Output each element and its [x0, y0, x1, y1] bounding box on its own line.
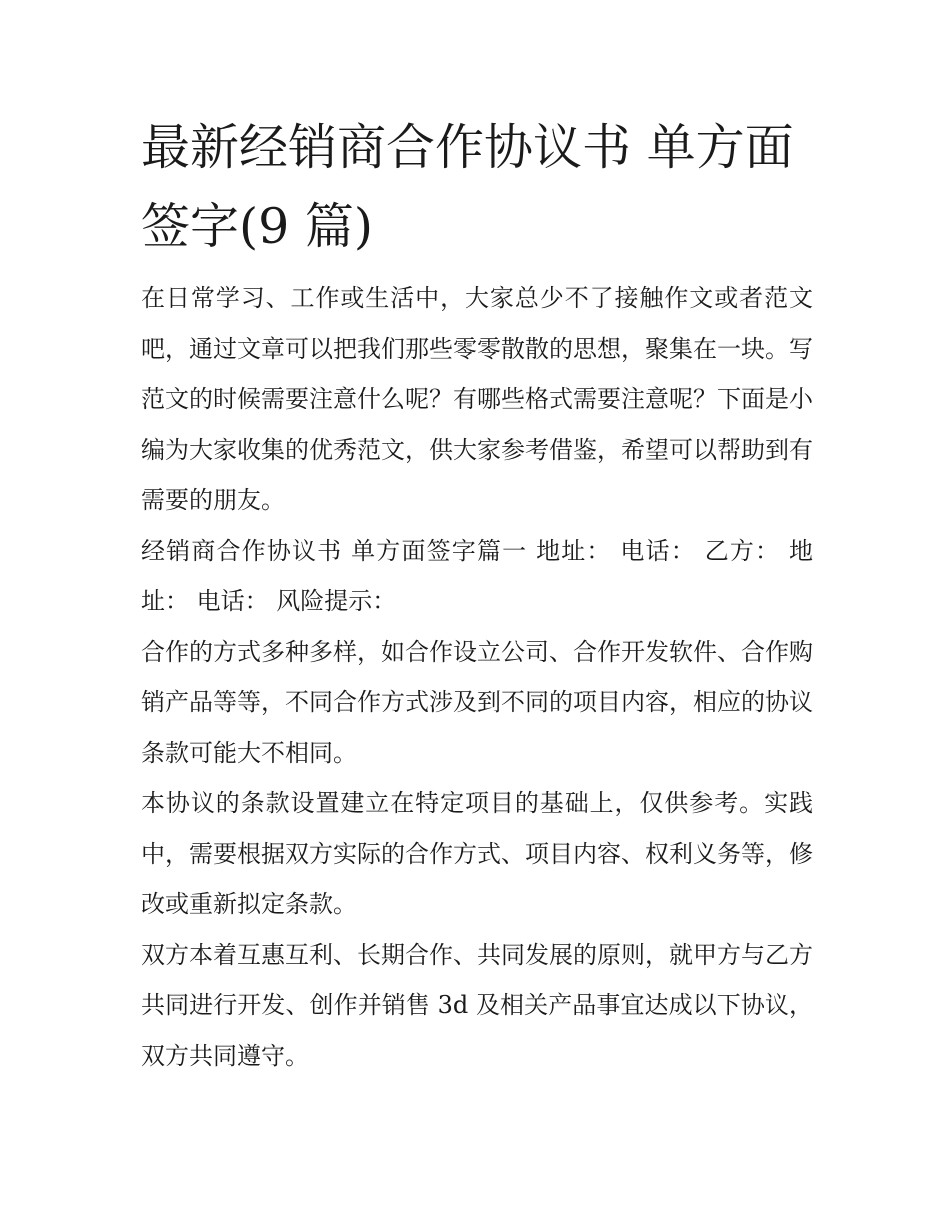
document-body: [141, 273, 813, 1081]
document-title: 最新经销商合作协议书 单方面签字(9 篇): [141, 119, 794, 255]
paragraph-chapter-one-header: 经销商合作协议书 单方面签字篇一 地址： 电话： 乙方： 地址： 电话： 风险提示：: [141, 536, 813, 615]
paragraph-principles: 双方本着互惠互利、长期合作、共同发展的原则，就甲方与乙方共同进行开发、创作并销售 3d 及相关产品事宜达成以下协议，双方共同遵守。: [141, 940, 813, 1070]
paragraph-intro: 在日常学习、工作或生活中，大家总少不了接触作文或者范文吧，通过文章可以把我们那些零零散散的思想，聚集在一块。写范文的时候需要注意什么呢？有哪些格式需要注意呢？下面是小编为大家收集的优秀范文，供大家参考借鉴，希望可以帮助到有需要的朋友。: [141, 284, 813, 514]
paragraph-cooperation-methods: 合作的方式多种多样，如合作设立公司、合作开发软件、合作购销产品等等，不同合作方式涉及到不同的项目内容，相应的协议条款可能大不相同。: [141, 637, 813, 767]
paragraph-terms-note: 本协议的条款设置建立在特定项目的基础上，仅供参考。实践中，需要根据双方实际的合作方式、项目内容、权利义务等，修改或重新拟定条款。: [141, 789, 813, 918]
document-page: [141, 108, 813, 1081]
